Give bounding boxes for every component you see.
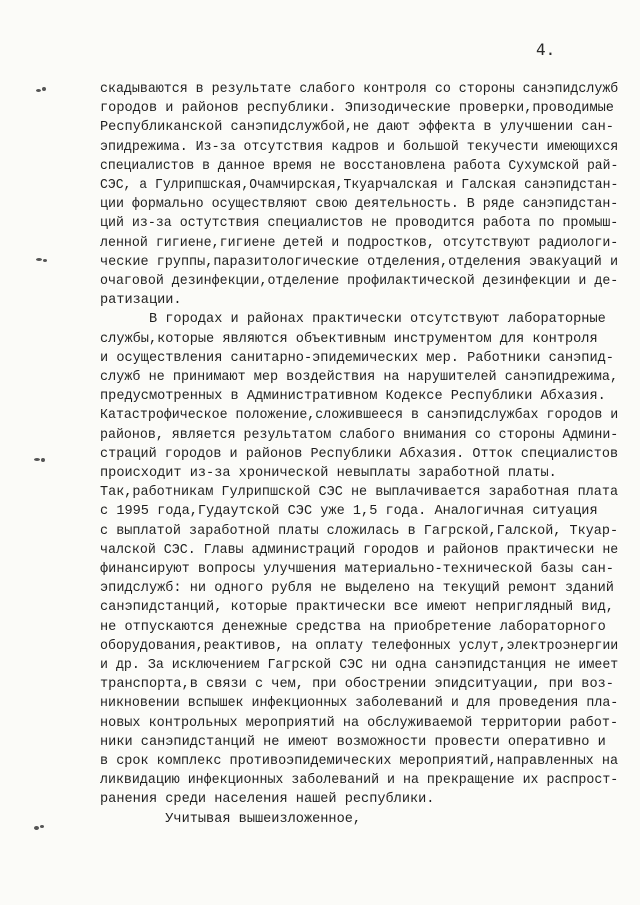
text-line: ций из-за остутствия специалистов не проводится работа по промыш- [100,216,619,232]
text-line: ликвидацию инфекционных заболеваний и на прекращение их распрост- [100,773,619,789]
text-line: в срок комплекс противоэпидемических мероприятий,направленных на [100,754,619,769]
text-line: городов и районов республики. Эпизодические проверки,проводимые [100,101,614,117]
text-line: скадываются в результате слабого контроля со стороны санэпидслужб [100,82,619,97]
text-line: предусмотренных в Административном Кодексе Республики Абхазия. [100,389,606,405]
text-line: службы,которые являются объективным инструментом для контроля [100,331,598,347]
margin-mark-icon [36,256,50,264]
text-line: и осуществления санитарно-эпидемических мер. Работники санэпид- [100,350,614,366]
text-line: служб не принимают мер воздействия на нарушителей санэпидрежима, [100,370,619,385]
text-line: ники санэпидстанций не имеют возможности провести оперативно и [100,734,606,750]
text-line: СЭС, а Гулрипшская,Очамчирская,Ткуарчалская и Галская санэпидстан- [100,178,619,193]
text-line: с 1995 года,Гудаутской СЭС уже 1,5 года. Аналогичная ситуация [100,504,598,520]
text-line: не отпускаются денежные средства на приобретение лабораторного [100,619,606,635]
text-line: ранения среди населения нашей республики. [100,792,435,808]
text-line: никновении вспышек инфекционных заболеваний и для проведения пла- [100,696,619,712]
text-line: ческие группы,паразитологические отделения,отделения эвакуаций и [100,254,619,270]
text-line: очаговой дезинфекции,отделение профилактической дезинфекции и де- [100,274,619,289]
margin-mark-icon [36,86,50,94]
text-line: оборудования,реактивов, на оплату телефонных услут,электроэнергии [100,638,619,654]
margin-mark-icon [34,456,48,464]
text-line: Так,работникам Гулрипшской СЭС не выплачивается заработная плата [100,485,619,501]
text-line: специалистов в данное время не восстановлена работа Сухумской рай- [100,158,619,174]
text-line: санэпидстанций, которые практически все имеют неприглядный вид, [100,600,614,616]
text-line: страций городов и районов Республики Абхазия. Отток специалистов [100,446,619,462]
text-line: и др. За исключением Гагрской СЭС ни одна санэпидстанция не имеет [100,658,619,673]
page-number: 4. [536,40,556,59]
text-line: ратизации. [100,293,182,309]
text-line: происходит из-за хронической невыплаты заработной платы. [100,466,557,481]
text-line: эпидрежима. Из-за отсутствия кадров и большой текучести имеющихся [100,139,619,155]
text-line: Учитывая вышеизложенное, [100,811,362,827]
margin-mark-icon [34,824,48,832]
text-line: чалской СЭС. Главы администраций городов и районов практически не [100,542,619,558]
text-line: транспорта,в связи с чем, при обострении эпидситуации, при воз- [100,677,614,693]
text-line: Республиканской санэпидслужбой,не дают эффекта в улучшении сан- [100,120,614,136]
text-line: ции формально осуществляют свою деятельность. В ряде санэпидстан- [100,197,619,213]
text-line: финансируют вопросы улучшения материально-технической базы сан- [100,562,614,577]
text-line: с выплатой заработной платы сложилась в Гагрской,Галской, Ткуар- [100,523,619,539]
text-line: В городах и районах практически отсутствуют лабораторные [100,312,606,328]
text-line: эпидслужб: ни одного рубля не выделено на текущий ремонт зданий [100,581,614,597]
text-line: Катастрофическое положение,сложившееся в санэпидслужбах городов и [100,408,619,424]
text-line: новых контрольных мероприятий на обслуживаемой территории работ- [100,715,619,731]
text-line: ленной гигиене,гигиене детей и подростков, отсутствуют радиологи- [100,235,619,251]
text-line: районов, является результатом слабого внимания со стороны Админи- [100,427,619,443]
